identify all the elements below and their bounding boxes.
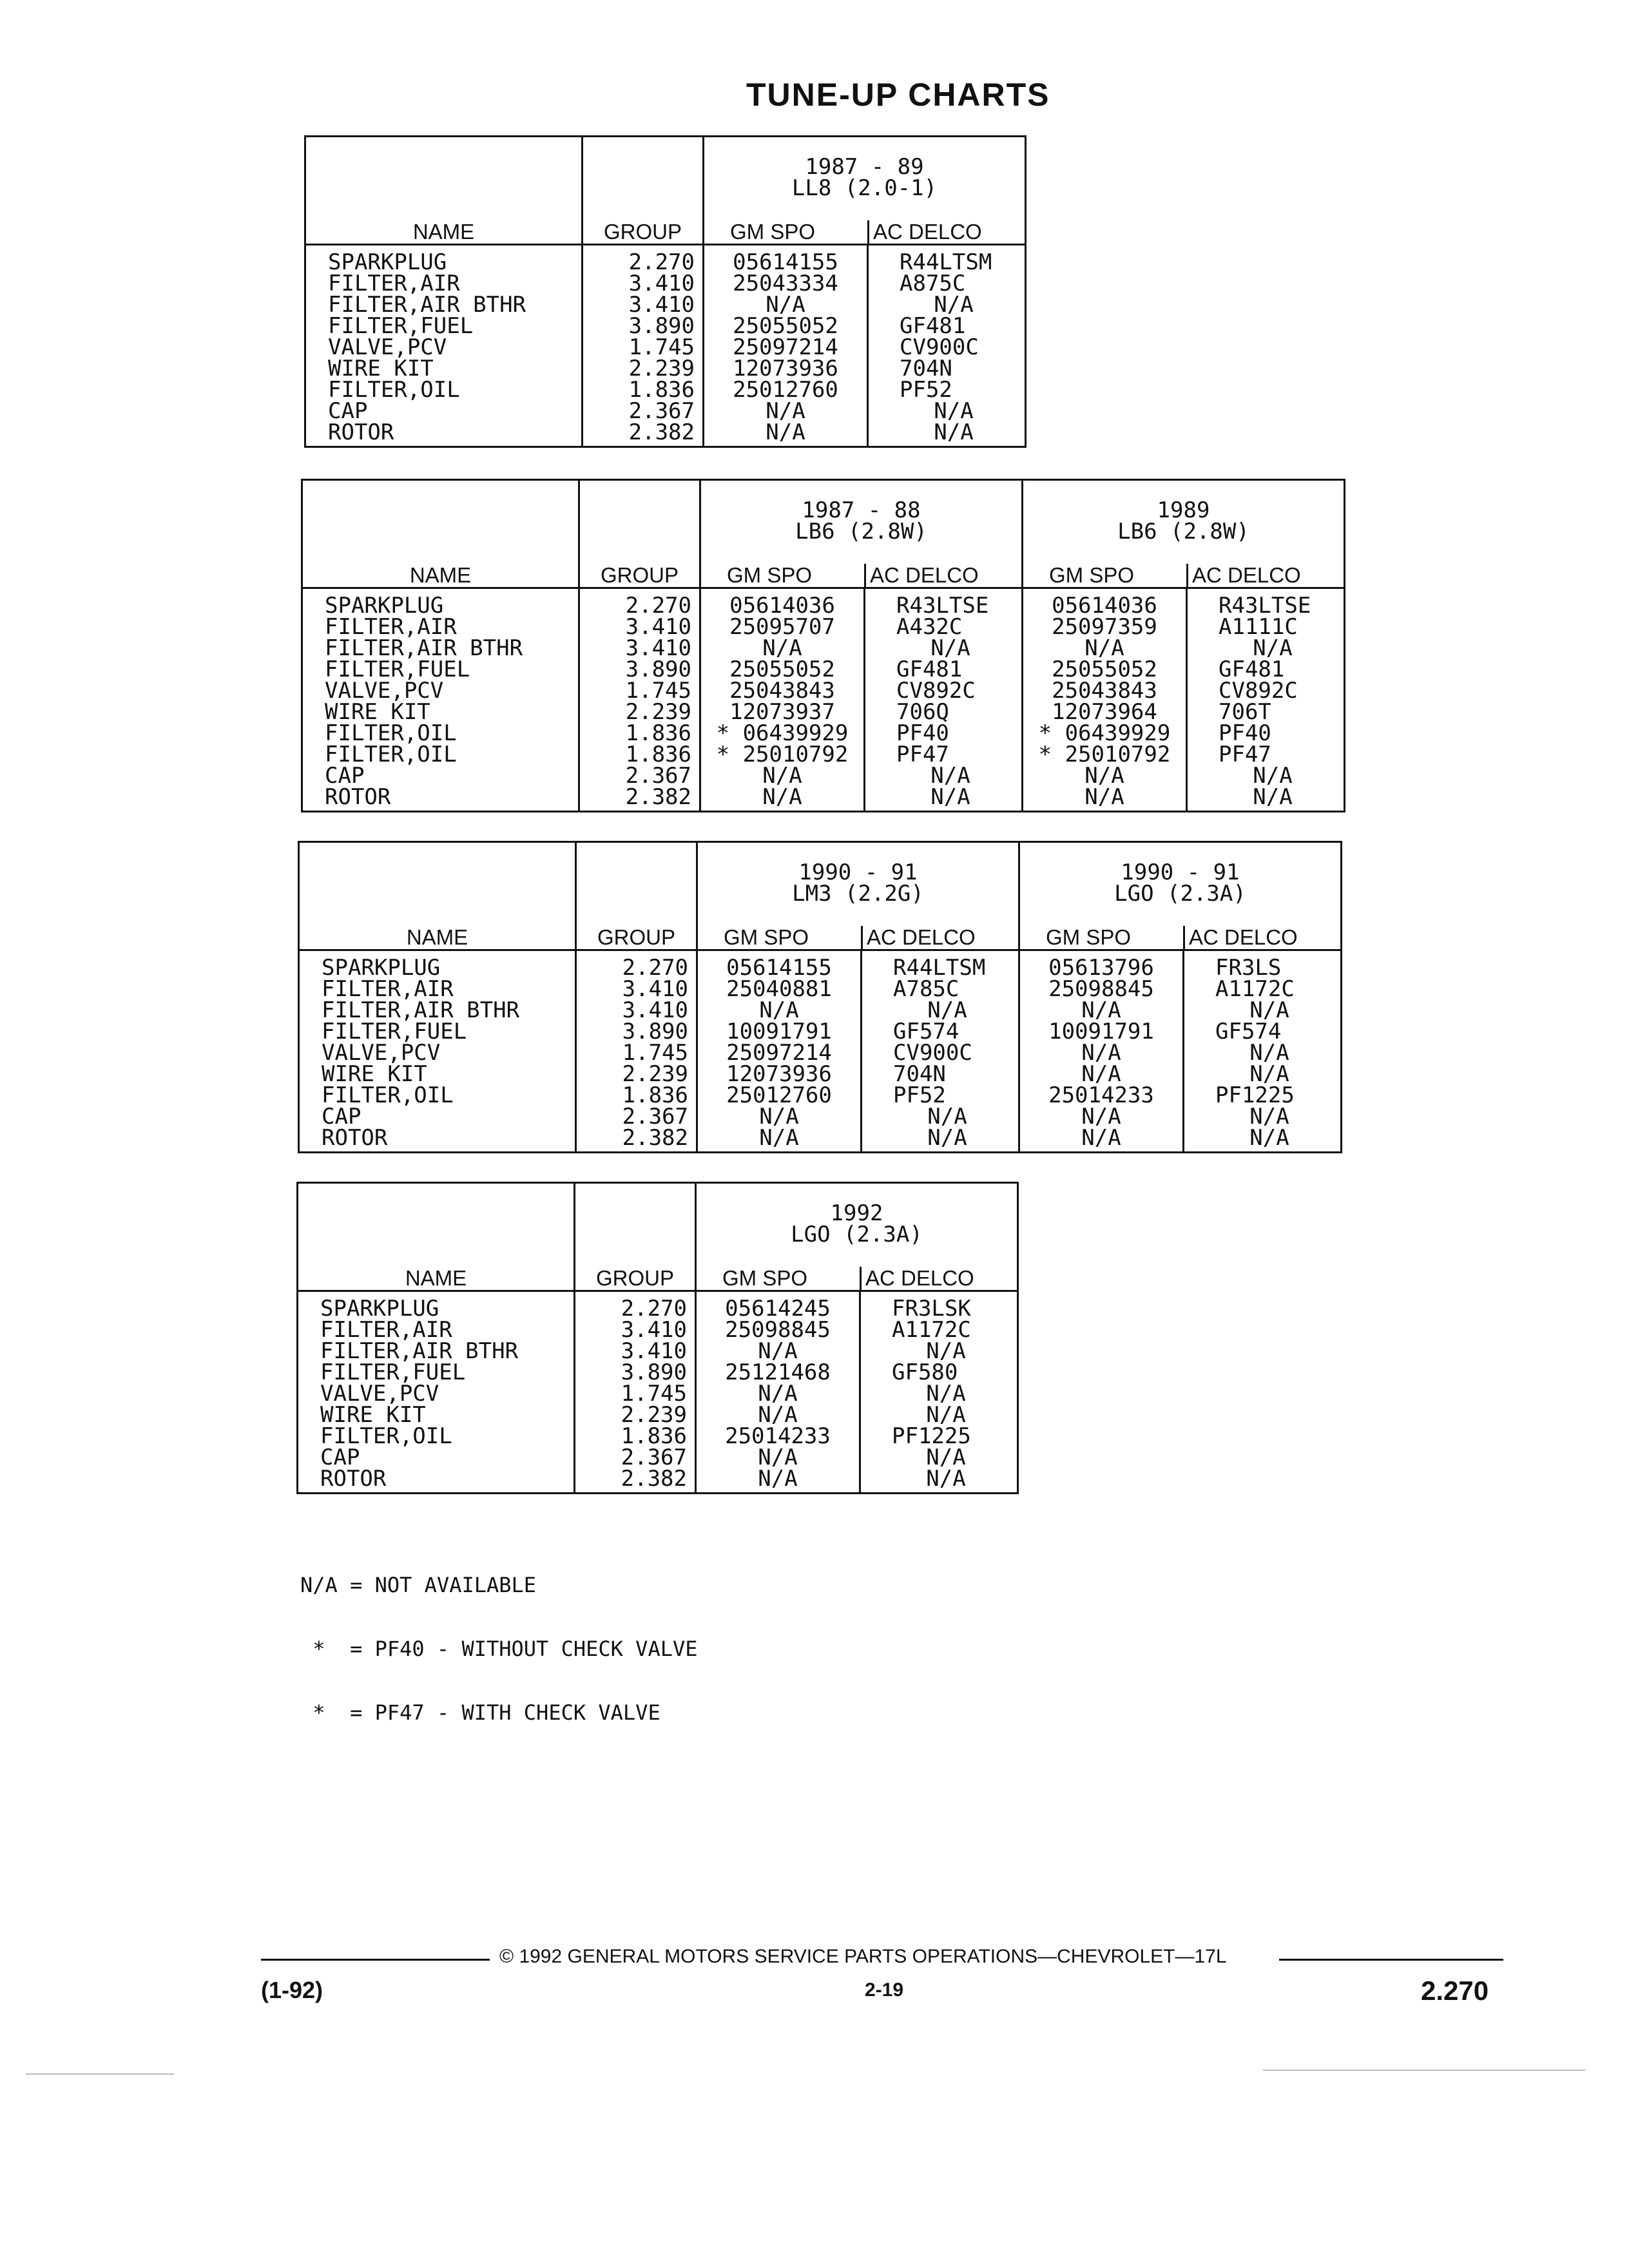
gm-spo-column-cell: N/A xyxy=(1081,1040,1121,1066)
ac-delco-column-cell: A1172C xyxy=(1215,976,1295,1002)
part-name-column-cell: VALVE,PCV xyxy=(320,1381,439,1407)
gm-spo-header: GM SPO xyxy=(1046,925,1132,949)
model-years: 1989 xyxy=(1157,497,1210,523)
gm-spo-column-cell: N/A xyxy=(1084,784,1124,810)
ac-delco-column-cell: N/A xyxy=(930,784,970,810)
part-name-column xyxy=(298,1291,575,1494)
part-name-column-cell: WIRE KIT xyxy=(322,1061,427,1087)
group-number-column-cell: 3.410 xyxy=(621,1317,687,1343)
model-year-header xyxy=(1019,842,1342,950)
gm-spo-column-cell: 05614036 xyxy=(1052,593,1157,619)
gm-spo-column-cell: N/A xyxy=(1084,635,1124,661)
group-number-column xyxy=(583,245,704,447)
ac-delco-header: AC DELCO xyxy=(1192,563,1301,587)
ac-delco-header: AC DELCO xyxy=(870,563,979,587)
group-number-column-cell: 2.270 xyxy=(625,593,691,619)
ac-delco-column-cell: N/A xyxy=(1253,763,1293,789)
part-name-column-cell: SPARKPLUG xyxy=(322,955,441,981)
gm-spo-column-cell: 05613796 xyxy=(1048,955,1154,981)
gm-spo-column-cell: 25121468 xyxy=(725,1360,831,1385)
ac-delco-column-cell: N/A xyxy=(927,997,967,1023)
part-name-column-cell: FILTER,FUEL xyxy=(328,313,474,339)
model-years: 1990 - 91 xyxy=(1121,860,1240,885)
gm-spo-column-cell: * 06439929 xyxy=(1038,720,1171,746)
group-number-column-cell: 2.367 xyxy=(628,398,695,424)
group-number-column-cell: 1.836 xyxy=(622,1082,688,1108)
ac-delco-column-cell: PF1225 xyxy=(892,1423,971,1449)
gm-spo-column xyxy=(700,588,865,812)
gm-spo-column-cell: N/A xyxy=(762,784,802,810)
ac-delco-column-cell: 704N xyxy=(893,1061,946,1087)
gm-spo-column-cell: N/A xyxy=(766,419,805,445)
gm-spo-column-cell: 25043843 xyxy=(729,678,835,704)
part-name-column-cell: VALVE,PCV xyxy=(322,1040,441,1066)
gm-spo-column-cell: 25097214 xyxy=(733,334,838,360)
group-number-column-cell: 3.890 xyxy=(621,1360,687,1385)
model-year-header xyxy=(1023,480,1345,588)
gm-spo-column-cell: 12073936 xyxy=(733,356,838,381)
name-header xyxy=(299,842,576,950)
gm-spo-header: GM SPO xyxy=(724,925,809,949)
ac-delco-column-cell: N/A xyxy=(934,419,974,445)
ac-delco-column-cell: 704N xyxy=(900,356,952,381)
model-year-header xyxy=(696,1183,1018,1291)
column-divider xyxy=(1186,564,1188,587)
gm-spo-column-cell: 05614155 xyxy=(726,955,832,981)
tune-up-table xyxy=(301,479,1345,812)
group-number-column-cell: 3.410 xyxy=(622,976,688,1002)
part-name-column-cell: FILTER,AIR xyxy=(320,1317,452,1343)
part-name-column-cell: FILTER,AIR xyxy=(325,614,457,640)
footnotes xyxy=(300,1532,698,1745)
group-number-column-cell: 2.382 xyxy=(628,419,695,445)
model-year-header xyxy=(697,842,1019,950)
ac-delco-column-cell: CV900C xyxy=(893,1040,972,1066)
footer-rule-right xyxy=(1279,1959,1503,1961)
gm-spo-column-cell: 10091791 xyxy=(726,1019,832,1044)
gm-spo-column-cell: N/A xyxy=(766,398,805,424)
part-name-column-cell: FILTER,OIL xyxy=(322,1082,454,1108)
gm-spo-column xyxy=(1019,950,1184,1153)
ac-delco-column-cell: A875C xyxy=(900,271,966,296)
ac-delco-column-cell: PF52 xyxy=(900,377,952,403)
part-name-column-cell: FILTER,FUEL xyxy=(320,1360,466,1385)
name-header-label: NAME xyxy=(412,220,475,244)
ac-delco-column-cell: A1172C xyxy=(892,1317,971,1343)
gm-spo-column-cell: 05614155 xyxy=(733,249,838,275)
group-number-column-cell: 2.367 xyxy=(621,1445,687,1470)
gm-spo-column-cell: 25055052 xyxy=(729,657,835,682)
group-number-column-cell: 2.382 xyxy=(625,784,691,810)
ac-delco-column-cell: A1111C xyxy=(1219,614,1298,640)
part-name-column-cell: SPARKPLUG xyxy=(320,1296,439,1321)
ac-delco-column-cell: N/A xyxy=(927,1125,967,1151)
group-number-column-cell: 2.239 xyxy=(622,1061,688,1087)
gm-spo-column-cell: N/A xyxy=(758,1338,798,1364)
gm-spo-column-cell: N/A xyxy=(766,292,805,318)
footer-rule-left xyxy=(261,1959,490,1961)
column-divider xyxy=(860,1267,862,1290)
group-number-column xyxy=(576,950,697,1153)
ac-delco-header: AC DELCO xyxy=(873,220,982,244)
ac-delco-column-cell: R43LTSE xyxy=(1219,593,1311,619)
gm-spo-header: GM SPO xyxy=(730,220,816,244)
ac-delco-column xyxy=(865,588,1023,812)
gm-spo-column xyxy=(696,1291,860,1494)
name-header xyxy=(298,1183,575,1291)
ac-delco-column-cell: PF47 xyxy=(896,742,949,767)
group-header-label: GROUP xyxy=(600,563,679,587)
gm-spo-column-cell: 25014233 xyxy=(1048,1082,1154,1108)
group-number-column-cell: 2.270 xyxy=(628,249,695,275)
ac-delco-column-cell: GF574 xyxy=(1215,1019,1282,1044)
footnote-line: * = PF47 - WITH CHECK VALVE xyxy=(300,1700,660,1725)
gm-spo-header: GM SPO xyxy=(722,1266,808,1290)
ac-delco-column-cell: GF580 xyxy=(892,1360,958,1385)
part-name-column-cell: ROTOR xyxy=(328,419,394,445)
part-name-column-cell: VALVE,PCV xyxy=(328,334,447,360)
ac-delco-column-cell: PF40 xyxy=(1219,720,1271,746)
gm-spo-column-cell: N/A xyxy=(762,635,802,661)
gm-spo-column-cell: 10091791 xyxy=(1048,1019,1154,1044)
group-number-column-cell: 3.410 xyxy=(628,292,695,318)
tune-up-table xyxy=(296,1182,1019,1494)
ac-delco-column-cell: N/A xyxy=(926,1381,966,1407)
group-header xyxy=(583,137,704,245)
ac-delco-column-cell: GF574 xyxy=(893,1019,959,1044)
footnote-line: N/A = NOT AVAILABLE xyxy=(300,1573,537,1597)
ac-delco-column-cell: N/A xyxy=(926,1338,966,1364)
part-name-column-cell: FILTER,AIR BTHR xyxy=(322,997,520,1023)
part-name-column xyxy=(305,245,583,447)
gm-spo-column-cell: 12073964 xyxy=(1052,699,1157,725)
name-header-label: NAME xyxy=(406,925,468,949)
group-header-label: GROUP xyxy=(597,925,675,949)
ac-delco-column-cell: FR3LSK xyxy=(892,1296,971,1321)
part-name-column-cell: FILTER,AIR xyxy=(328,271,460,296)
group-number-column-cell: 1.745 xyxy=(625,678,691,704)
ac-delco-column-cell: R43LTSE xyxy=(896,593,989,619)
ac-delco-column-cell: N/A xyxy=(1253,784,1293,810)
group-number-column-cell: 3.410 xyxy=(625,635,691,661)
gm-spo-column-cell: N/A xyxy=(1081,1061,1121,1087)
gm-spo-column-cell: N/A xyxy=(758,1466,798,1492)
engine-code: LGO (2.3A) xyxy=(1114,881,1246,907)
ac-delco-column-cell: PF1225 xyxy=(1215,1082,1295,1108)
gm-spo-column-cell: 25097214 xyxy=(726,1040,832,1066)
ac-delco-column xyxy=(1184,950,1342,1153)
ac-delco-column-cell: FR3LS xyxy=(1215,955,1282,981)
model-years: 1992 xyxy=(830,1200,883,1226)
ac-delco-column-cell: 706T xyxy=(1219,699,1271,725)
gm-spo-column-cell: 25012760 xyxy=(733,377,838,403)
part-name-column-cell: ROTOR xyxy=(325,784,391,810)
engine-code: LB6 (2.8W) xyxy=(1117,519,1249,544)
footer-date: (1-92) xyxy=(261,1977,323,2003)
gm-spo-column-cell: N/A xyxy=(759,1104,799,1129)
part-name-column-cell: FILTER,OIL xyxy=(328,377,460,403)
name-header xyxy=(302,480,579,588)
ac-delco-column-cell: A432C xyxy=(896,614,963,640)
gm-spo-column-cell: N/A xyxy=(1084,763,1124,789)
ac-delco-column-cell: R44LTSM xyxy=(900,249,992,275)
ac-delco-column-cell: N/A xyxy=(927,1104,967,1129)
part-name-column-cell: SPARKPLUG xyxy=(325,593,444,619)
group-number-column-cell: 1.836 xyxy=(625,742,691,767)
tune-up-table xyxy=(298,841,1342,1153)
model-year-header xyxy=(704,137,1026,245)
ac-delco-column-cell: N/A xyxy=(926,1445,966,1470)
ac-delco-column-cell: N/A xyxy=(934,292,974,318)
part-name-column-cell: VALVE,PCV xyxy=(325,678,444,704)
group-number-column-cell: 3.410 xyxy=(622,997,688,1023)
ac-delco-column xyxy=(862,950,1019,1153)
gm-spo-column-cell: 05614036 xyxy=(729,593,835,619)
ac-delco-column-cell: CV892C xyxy=(1219,678,1298,704)
gm-spo-column-cell: N/A xyxy=(758,1445,798,1470)
part-name-column-cell: FILTER,AIR BTHR xyxy=(328,292,526,318)
ac-delco-column-cell: N/A xyxy=(926,1402,966,1428)
gm-spo-column-cell: 12073936 xyxy=(726,1061,832,1087)
ac-delco-column-cell: R44LTSM xyxy=(893,955,986,981)
gm-spo-column-cell: 05614245 xyxy=(725,1296,831,1321)
group-number-column-cell: 1.836 xyxy=(625,720,691,746)
ac-delco-column-cell: N/A xyxy=(1249,997,1289,1023)
group-number-column-cell: 3.890 xyxy=(622,1019,688,1044)
gm-spo-column-cell: * 25010792 xyxy=(1038,742,1171,767)
group-header xyxy=(576,842,697,950)
gm-spo-column-cell: N/A xyxy=(1081,1104,1121,1129)
ac-delco-column-cell: PF52 xyxy=(893,1082,946,1108)
gm-spo-column xyxy=(704,245,868,447)
part-name-column-cell: FILTER,OIL xyxy=(325,742,457,767)
group-number-column-cell: 1.745 xyxy=(628,334,695,360)
ac-delco-column-cell: PF40 xyxy=(896,720,949,746)
ac-delco-column xyxy=(1187,588,1345,812)
part-name-column-cell: FILTER,AIR xyxy=(322,976,454,1002)
column-divider xyxy=(861,926,863,949)
gm-spo-header: GM SPO xyxy=(727,563,813,587)
engine-code: LB6 (2.8W) xyxy=(795,519,927,544)
ac-delco-column-cell: N/A xyxy=(930,635,970,661)
gm-spo-column-cell: N/A xyxy=(758,1402,798,1428)
engine-code: LM3 (2.2G) xyxy=(792,881,924,907)
gm-spo-column-cell: N/A xyxy=(762,763,802,789)
ac-delco-column-cell: GF481 xyxy=(900,313,966,339)
group-number-column-cell: 3.410 xyxy=(621,1338,687,1364)
part-name-column-cell: WIRE KIT xyxy=(328,356,434,381)
group-number-column-cell: 2.367 xyxy=(625,763,691,789)
group-number-column-cell: 1.745 xyxy=(622,1040,688,1066)
group-number-column-cell: 3.890 xyxy=(628,313,695,339)
group-number-column-cell: 2.239 xyxy=(625,699,691,725)
footnote-line: * = PF40 - WITHOUT CHECK VALVE xyxy=(300,1637,698,1661)
scan-edge-line xyxy=(1263,2070,1585,2071)
part-name-column-cell: FILTER,AIR BTHR xyxy=(325,635,523,661)
gm-spo-column-cell: 25098845 xyxy=(725,1317,831,1343)
gm-spo-column xyxy=(1023,588,1187,812)
part-name-column-cell: FILTER,FUEL xyxy=(322,1019,467,1044)
column-divider xyxy=(1183,926,1185,949)
gm-spo-column-cell: N/A xyxy=(759,997,799,1023)
gm-spo-header: GM SPO xyxy=(1049,563,1135,587)
ac-delco-column-cell: N/A xyxy=(930,763,970,789)
group-number-column-cell: 2.239 xyxy=(621,1402,687,1428)
gm-spo-column-cell: N/A xyxy=(759,1125,799,1151)
part-name-column-cell: SPARKPLUG xyxy=(328,249,447,275)
ac-delco-column-cell: N/A xyxy=(1253,635,1293,661)
gm-spo-column xyxy=(697,950,862,1153)
ac-delco-column-cell: N/A xyxy=(934,398,974,424)
group-number-column-cell: 1.836 xyxy=(628,377,695,403)
column-divider xyxy=(864,564,866,587)
gm-spo-column-cell: 25040881 xyxy=(726,976,832,1002)
ac-delco-column-cell: CV900C xyxy=(900,334,979,360)
group-number-column-cell: 2.367 xyxy=(622,1104,688,1129)
ac-delco-header: AC DELCO xyxy=(1189,925,1298,949)
group-number-column-cell: 2.270 xyxy=(622,955,688,981)
model-years: 1987 - 88 xyxy=(802,497,921,523)
group-header-label: GROUP xyxy=(595,1266,674,1290)
part-name-column-cell: FILTER,FUEL xyxy=(325,657,470,682)
part-name-column-cell: ROTOR xyxy=(322,1125,388,1151)
gm-spo-column-cell: 25014233 xyxy=(725,1423,831,1449)
engine-code: LL8 (2.0-1) xyxy=(791,175,938,201)
ac-delco-column xyxy=(868,245,1026,447)
group-number-column xyxy=(575,1291,696,1494)
group-number-column-cell: 2.270 xyxy=(621,1296,687,1321)
part-name-column-cell: WIRE KIT xyxy=(320,1402,426,1428)
part-name-column-cell: FILTER,AIR BTHR xyxy=(320,1338,519,1364)
footer-page-number: 2-19 xyxy=(865,1979,904,2001)
gm-spo-column-cell: 25012760 xyxy=(726,1082,832,1108)
name-header-label: NAME xyxy=(409,563,472,587)
ac-delco-column-cell: 706Q xyxy=(896,699,949,725)
gm-spo-column-cell: N/A xyxy=(758,1381,798,1407)
ac-delco-column-cell: GF481 xyxy=(1219,657,1285,682)
group-header xyxy=(575,1183,696,1291)
gm-spo-column-cell: N/A xyxy=(1081,997,1121,1023)
part-name-column-cell: CAP xyxy=(328,398,368,424)
ac-delco-column-cell: PF47 xyxy=(1219,742,1271,767)
page-title: TUNE-UP CHARTS xyxy=(746,77,1050,113)
ac-delco-column-cell: CV892C xyxy=(896,678,976,704)
group-number-column-cell: 1.745 xyxy=(621,1381,687,1407)
ac-delco-header: AC DELCO xyxy=(867,925,976,949)
model-years: 1987 - 89 xyxy=(805,154,924,180)
gm-spo-column-cell: 25043843 xyxy=(1052,678,1157,704)
name-header xyxy=(305,137,583,245)
name-header-label: NAME xyxy=(405,1266,467,1290)
ac-delco-column-cell: N/A xyxy=(1249,1061,1289,1087)
part-name-column-cell: FILTER,OIL xyxy=(320,1423,452,1449)
gm-spo-column-cell: * 25010792 xyxy=(716,742,849,767)
group-header xyxy=(579,480,700,588)
gm-spo-column-cell: * 06439929 xyxy=(716,720,849,746)
ac-delco-column-cell: A785C xyxy=(893,976,959,1002)
model-year-header xyxy=(700,480,1023,588)
ac-delco-header: AC DELCO xyxy=(865,1266,974,1290)
gm-spo-column-cell: 25095707 xyxy=(729,614,835,640)
group-number-column-cell: 3.410 xyxy=(625,614,691,640)
gm-spo-column-cell: N/A xyxy=(1081,1125,1121,1151)
column-divider xyxy=(867,220,869,244)
part-name-column-cell: CAP xyxy=(325,763,365,789)
group-number-column-cell: 2.382 xyxy=(621,1466,687,1492)
group-number-column-cell: 3.410 xyxy=(628,271,695,296)
group-number-column-cell: 2.382 xyxy=(622,1125,688,1151)
gm-spo-column-cell: 25055052 xyxy=(1052,657,1157,682)
gm-spo-column-cell: 25097359 xyxy=(1052,614,1157,640)
group-number-column-cell: 1.836 xyxy=(621,1423,687,1449)
tune-up-table xyxy=(304,135,1027,448)
gm-spo-column-cell: 25098845 xyxy=(1048,976,1154,1002)
ac-delco-column-cell: N/A xyxy=(1249,1125,1289,1151)
ac-delco-column-cell: N/A xyxy=(1249,1040,1289,1066)
part-name-column-cell: WIRE KIT xyxy=(325,699,430,725)
gm-spo-column-cell: 12073937 xyxy=(729,699,835,725)
gm-spo-column-cell: 25055052 xyxy=(733,313,838,339)
ac-delco-column xyxy=(860,1291,1018,1494)
ac-delco-column-cell: GF481 xyxy=(896,657,963,682)
scan-edge-line xyxy=(26,2073,174,2075)
group-number-column-cell: 3.890 xyxy=(625,657,691,682)
part-name-column-cell: FILTER,OIL xyxy=(325,720,457,746)
model-years: 1990 - 91 xyxy=(798,860,918,885)
gm-spo-column-cell: 25043334 xyxy=(733,271,838,296)
part-name-column-cell: ROTOR xyxy=(320,1466,387,1492)
ac-delco-column-cell: N/A xyxy=(926,1466,966,1492)
engine-code: LGO (2.3A) xyxy=(791,1222,923,1247)
group-header-label: GROUP xyxy=(603,220,682,244)
group-number-column xyxy=(579,588,700,812)
ac-delco-column-cell: N/A xyxy=(1249,1104,1289,1129)
part-name-column xyxy=(302,588,579,812)
footer-copyright: © 1992 GENERAL MOTORS SERVICE PARTS OPERATIONS—CHEVROLET—17L xyxy=(499,1946,1227,1967)
footer-section-number: 2.270 xyxy=(1421,1975,1489,2006)
part-name-column-cell: CAP xyxy=(322,1104,361,1129)
group-number-column-cell: 2.239 xyxy=(628,356,695,381)
part-name-column xyxy=(299,950,576,1153)
part-name-column-cell: CAP xyxy=(320,1445,360,1470)
